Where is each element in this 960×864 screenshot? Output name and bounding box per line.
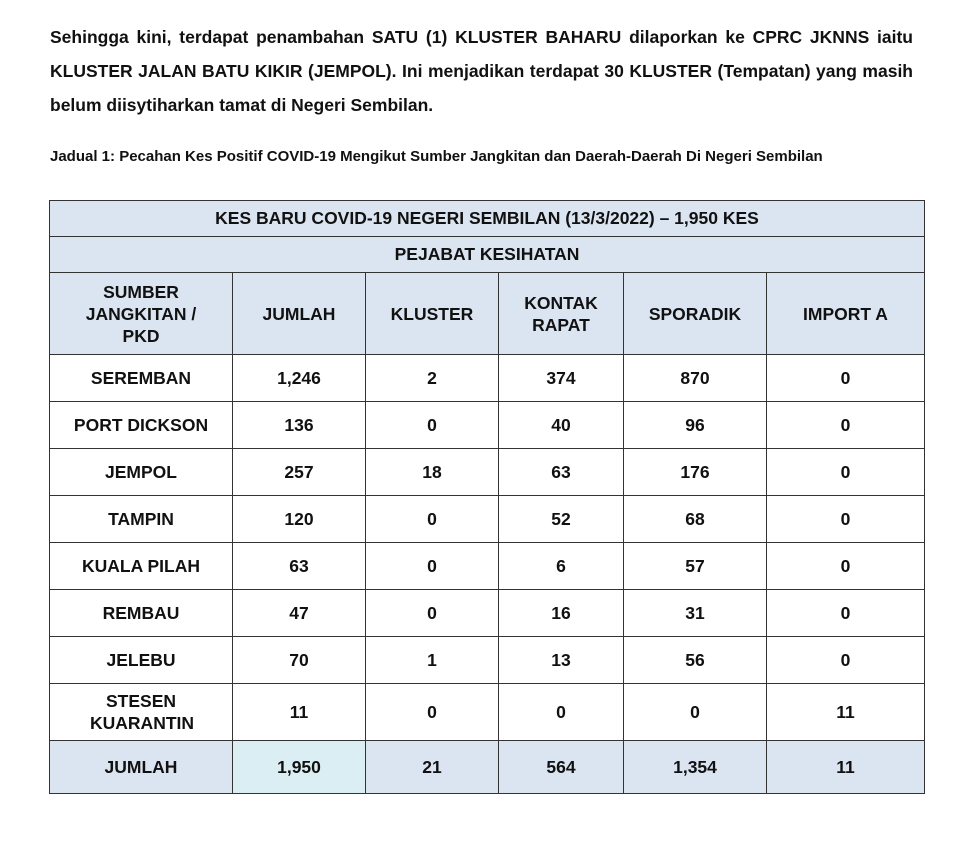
- table-total-row: [50, 741, 925, 794]
- cases-table: [49, 200, 925, 794]
- cell-import: 0: [767, 637, 925, 684]
- cell-total: 136: [233, 402, 366, 449]
- cell-cluster: 0: [366, 402, 499, 449]
- total-label: JUMLAH: [50, 741, 233, 794]
- column-header-total: JUMLAH: [233, 273, 366, 355]
- cell-cluster: 0: [366, 590, 499, 637]
- total-cell-import: 11: [767, 741, 925, 794]
- total-cell-sporadic: 1,354: [624, 741, 767, 794]
- cell-sporadic: 56: [624, 637, 767, 684]
- table-row: [50, 496, 925, 543]
- table-row: [50, 355, 925, 402]
- cell-district: REMBAU: [50, 590, 233, 637]
- cell-import: 0: [767, 496, 925, 543]
- cell-close-contact: 6: [499, 543, 624, 590]
- cell-import: 0: [767, 355, 925, 402]
- cell-close-contact: 40: [499, 402, 624, 449]
- column-header-source: SUMBER JANGKITAN / PKD: [50, 273, 233, 355]
- cell-sporadic: 68: [624, 496, 767, 543]
- column-header-import: IMPORT A: [767, 273, 925, 355]
- cell-total: 1,246: [233, 355, 366, 402]
- cell-district: KUALA PILAH: [50, 543, 233, 590]
- cell-cluster: 2: [366, 355, 499, 402]
- cell-close-contact: 63: [499, 449, 624, 496]
- cell-district: JELEBU: [50, 637, 233, 684]
- column-header-cluster: KLUSTER: [366, 273, 499, 355]
- cell-district: SEREMBAN: [50, 355, 233, 402]
- cell-close-contact: 13: [499, 637, 624, 684]
- cell-cluster: 0: [366, 684, 499, 741]
- table-subtitle-row: [50, 237, 925, 273]
- cell-sporadic: 0: [624, 684, 767, 741]
- cell-total: 70: [233, 637, 366, 684]
- cell-cluster: 18: [366, 449, 499, 496]
- cell-sporadic: 96: [624, 402, 767, 449]
- column-header-close-contact: KONTAK RAPAT: [499, 273, 624, 355]
- total-cell-total: 1,950: [233, 741, 366, 794]
- total-cell-close-contact: 564: [499, 741, 624, 794]
- cell-total: 120: [233, 496, 366, 543]
- cell-sporadic: 31: [624, 590, 767, 637]
- cell-district: PORT DICKSON: [50, 402, 233, 449]
- column-header-sporadic: SPORADIK: [624, 273, 767, 355]
- intro-paragraph: Sehingga kini, terdapat penambahan SATU (1) KLUSTER BAHARU dilaporkan ke CPRC JKNNS iaitu KLUSTER JALAN BATU KIKIR (JEMPOL). Ini menjadikan terdapat 30 KLUSTER (Tempatan) yang masih belum diisytiharkan tamat di Negeri Sembilan.: [50, 27, 913, 115]
- cell-cluster: 0: [366, 496, 499, 543]
- table-row: [50, 684, 925, 741]
- cell-district: TAMPIN: [50, 496, 233, 543]
- cell-close-contact: 0: [499, 684, 624, 741]
- cell-import: 0: [767, 590, 925, 637]
- total-cell-cluster: 21: [366, 741, 499, 794]
- table-row: [50, 637, 925, 684]
- cell-close-contact: 52: [499, 496, 624, 543]
- cell-total: 63: [233, 543, 366, 590]
- cell-import: 0: [767, 543, 925, 590]
- cell-district: STESEN KUARANTIN: [50, 684, 233, 741]
- table-title: KES BARU COVID-19 NEGERI SEMBILAN (13/3/2022) – 1,950 KES: [50, 201, 925, 237]
- table-header-row: [50, 273, 925, 355]
- cell-close-contact: 374: [499, 355, 624, 402]
- table-row: [50, 402, 925, 449]
- cell-cluster: 1: [366, 637, 499, 684]
- cell-sporadic: 57: [624, 543, 767, 590]
- cell-import: 0: [767, 402, 925, 449]
- cell-total: 11: [233, 684, 366, 741]
- table-body: [50, 355, 925, 741]
- cell-cluster: 0: [366, 543, 499, 590]
- table-title-row: [50, 201, 925, 237]
- table-row: [50, 543, 925, 590]
- table-caption: Jadual 1: Pecahan Kes Positif COVID-19 Mengikut Sumber Jangkitan dan Daerah-Daerah Di Negeri Sembilan: [50, 148, 823, 165]
- cell-total: 47: [233, 590, 366, 637]
- cell-sporadic: 870: [624, 355, 767, 402]
- cell-total: 257: [233, 449, 366, 496]
- cell-close-contact: 16: [499, 590, 624, 637]
- cell-import: 11: [767, 684, 925, 741]
- table-row: [50, 590, 925, 637]
- cell-sporadic: 176: [624, 449, 767, 496]
- cell-import: 0: [767, 449, 925, 496]
- cell-district: JEMPOL: [50, 449, 233, 496]
- table-row: [50, 449, 925, 496]
- table-subtitle: PEJABAT KESIHATAN: [50, 237, 925, 273]
